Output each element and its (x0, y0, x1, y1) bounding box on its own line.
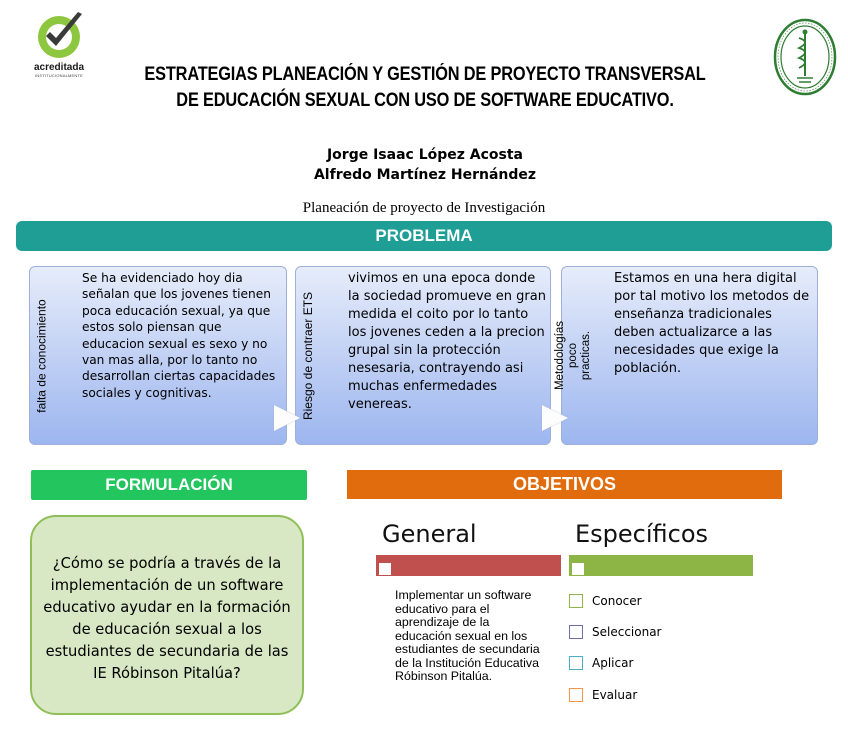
accreditation-logo (30, 10, 88, 80)
problem-card-label: falta de conocimiento (35, 298, 49, 413)
specific-objectives-heading: Específicos (575, 520, 709, 548)
university-seal-icon (773, 18, 837, 96)
specific-objective-item (569, 624, 661, 640)
arrow-right-icon (274, 405, 300, 431)
problem-card-label: Riesgo de contraer ETS (301, 291, 315, 420)
problem-card (554, 266, 818, 445)
problem-card-label: Metodologías poco practicas. (554, 320, 593, 391)
specific-objective-label: Seleccionar (592, 625, 662, 639)
problem-card (29, 266, 287, 445)
objetivos-heading: OBJETIVOS (347, 470, 782, 499)
general-objective-text: Implementar un software educativo para el aprendizaje de la educación sexual en los estudiantes de secundaria de la Institución Educativa Róbinson Pitalúa. (395, 588, 540, 683)
specific-objectives-bar (569, 555, 753, 576)
checkbox-icon (569, 688, 583, 702)
specific-objective-label: Evaluar (592, 688, 638, 702)
general-objective-heading: General (382, 520, 477, 548)
specific-objective-label: Conocer (592, 594, 642, 608)
formulacion-heading: FORMULACIÓN (31, 470, 307, 500)
problem-card (295, 266, 551, 445)
check-seal-icon (36, 10, 86, 60)
specific-objective-item (569, 655, 633, 671)
document-subtitle: Planeación de proyecto de Investigación (302, 200, 546, 216)
problem-card-text: vivimos en una epoca donde la sociedad promueve en gran medida el coito por lo tanto los jovenes ceden a la precion grupal sin la protección nesesaria, contrayendo asi muchas enfermedades venereas. (348, 271, 546, 412)
author-name: Jorge Isaac López Acosta (326, 147, 524, 163)
checkbox-icon (572, 563, 584, 575)
checkbox-icon (569, 656, 583, 670)
page-title: ESTRATEGIAS PLANEACIÓN Y GESTIÓN DE PROYECTO TRANSVERSAL DE EDUCACIÓN SEXUAL CON USO DE SOFTWARE EDUCATIVO. (144, 64, 706, 111)
logo-brand-text: acreditada (33, 62, 85, 73)
university-logo (773, 18, 837, 96)
checkbox-icon (379, 563, 391, 575)
arrow-right-icon (542, 405, 568, 431)
specific-objective-item (569, 687, 637, 703)
problem-card-text: Estamos en una hera digital por tal motivo los metodos de enseñanza tradicionales deben actualizarce a las necesidades que exige la población. (614, 271, 810, 376)
checkbox-icon (569, 594, 583, 608)
logo-tagline-text: INSTITUCIONALMENTE (34, 73, 84, 78)
author-name: Alfredo Martínez Hernández (313, 167, 537, 183)
problema-heading: PROBLEMA (16, 221, 832, 251)
general-objective-bar (376, 555, 561, 576)
specific-objective-item (569, 593, 642, 609)
research-question-text: ¿Cómo se podría a través de la implementación de un software educativo ayudar en la formación de educación sexual a los estudiantes de secundaria de las IE Róbinson Pitalúa? (43, 555, 291, 682)
specific-objective-label: Aplicar (592, 656, 634, 670)
problem-card-text: Se ha evidenciado hoy dia señalan que los jovenes tienen poca educación sexual, ya que estos solo piensan que educacion sexual es sexo y no van mas alla, por lo tanto no desarrollan ciertas capacidades sociales y cognitivas. (82, 271, 276, 400)
research-question-box (30, 515, 304, 715)
checkbox-icon (569, 625, 583, 639)
